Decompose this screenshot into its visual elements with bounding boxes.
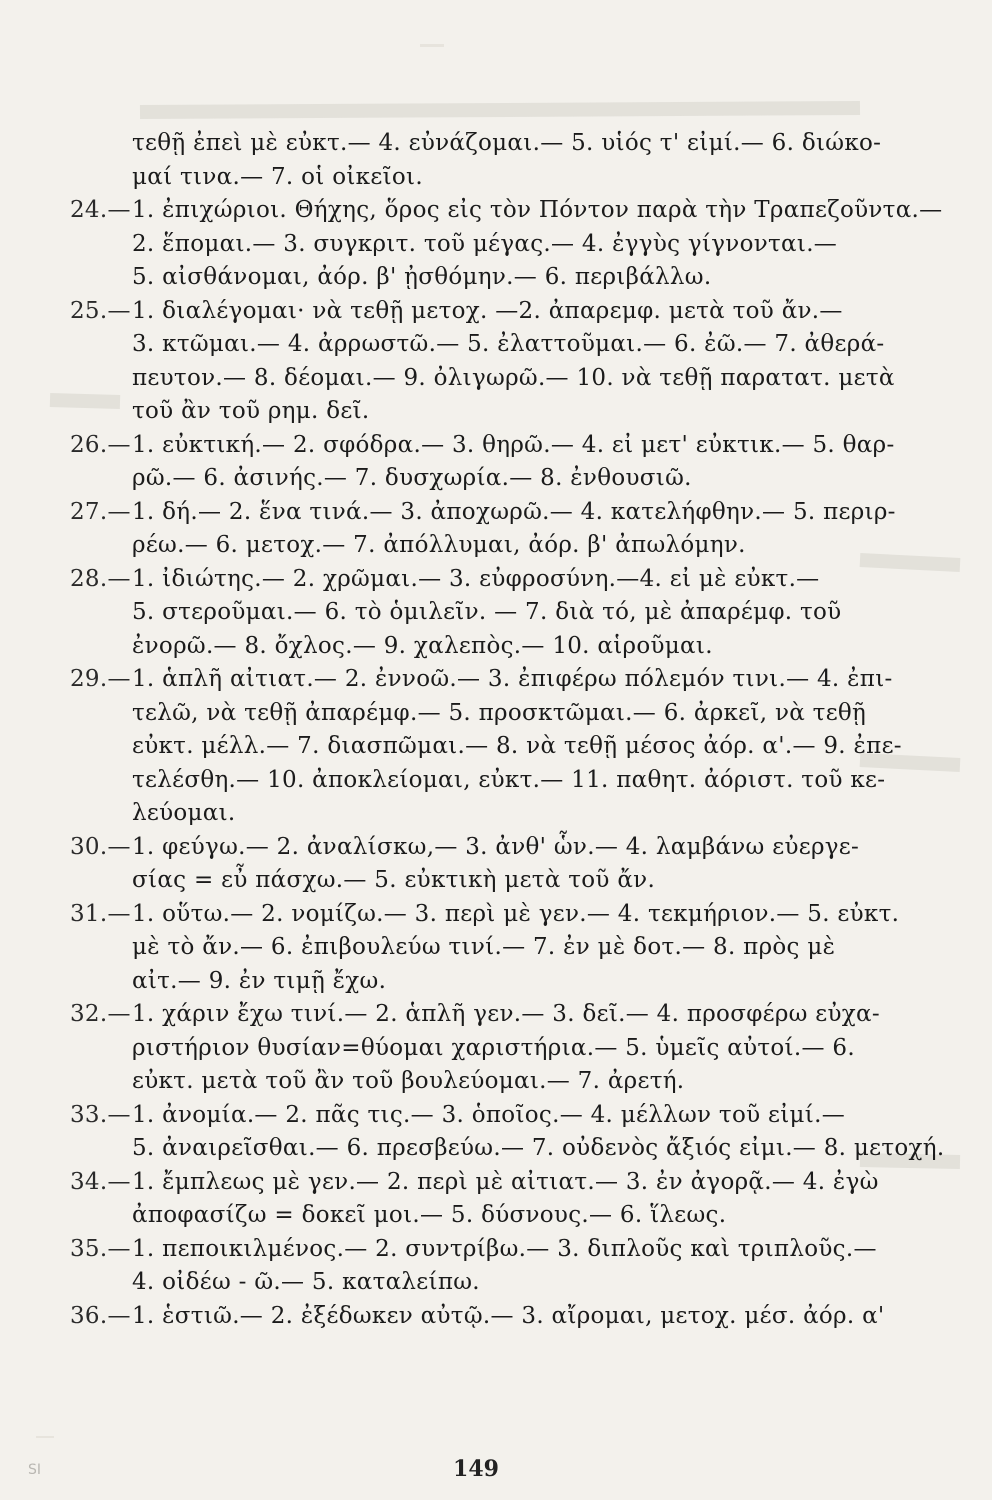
line-text: 1. ἐπιχώριοι. Θήχης, ὅρος εἰς τὸν Πόντον παρὰ τὴν Τραπεζοῦντα.— xyxy=(132,197,943,223)
line-text: ἐνορῶ.— 8. ὄχλος.— 9. χαλεπὸς.— 10. αἱροῦμαι. xyxy=(132,632,713,659)
line-text: πευτον.— 8. δέομαι.— 9. ὀλιγωρῶ.— 10. νὰ τεθῇ παρατατ. μετὰ xyxy=(132,364,895,391)
entry-number: 36.— xyxy=(70,1302,131,1329)
line-text: 1. ἁπλῆ αἰτιατ.— 2. ἐννοῶ.— 3. ἐπιφέρω πόλεμόν τινι.— 4. ἐπι- xyxy=(132,666,893,692)
entry-number: 33.— xyxy=(70,1101,131,1128)
page-number: 149 xyxy=(453,1456,499,1482)
text-line xyxy=(70,228,950,262)
line-text: 1. οὕτω.— 2. νομίζω.— 3. περὶ μὲ γεν.— 4. τεκμήριον.— 5. εὐκτ. xyxy=(132,900,900,927)
text-line xyxy=(70,898,950,932)
line-text: ρέω.— 6. μετοχ.— 7. ἀπόλλυμαι, ἀόρ. β' ἀπωλόμην. xyxy=(132,532,746,558)
text-line xyxy=(70,630,950,664)
text-line xyxy=(70,864,950,898)
text-line xyxy=(70,1233,950,1267)
text-line xyxy=(70,1300,950,1334)
line-text: τελέσθη.— 10. ἀποκλείομαι, εὐκτ.— 11. παθητ. ἀόριστ. τοῦ κε- xyxy=(132,766,886,793)
answer-key-text xyxy=(70,127,950,1333)
line-text: εὐκτ. μετὰ τοῦ ἂν τοῦ βουλεύομαι.— 7. ἀρετή. xyxy=(132,1068,685,1094)
text-line xyxy=(70,831,950,865)
text-line xyxy=(70,1166,950,1200)
line-text: 1. ἀνομία.— 2. πᾶς τις.— 3. ὁποῖος.— 4. μέλλων τοῦ εἰμί.— xyxy=(132,1101,846,1128)
line-text: τελῶ, νὰ τεθῇ ἀπαρέμφ.— 5. προσκτῶμαι.— 6. ἀρκεῖ, νὰ τεθῇ xyxy=(132,699,867,726)
text-line xyxy=(70,194,950,228)
line-text: μὲ τὸ ἄν.— 6. ἐπιβουλεύω τινί.— 7. ἐν μὲ δοτ.— 8. πρὸς μὲ xyxy=(132,934,836,960)
line-text: σίας = εὖ πάσχω.— 5. εὐκτικὴ μετὰ τοῦ ἄν. xyxy=(132,867,656,893)
entry-number: 29.— xyxy=(70,666,131,692)
line-text: 1. ἔμπλεως μὲ γεν.— 2. περὶ μὲ αἰτιατ.— 3. ἐν ἀγορᾷ.— 4. ἐγὼ xyxy=(132,1168,879,1195)
line-text: 1. χάριν ἔχω τινί.— 2. ἁπλῆ γεν.— 3. δεῖ.— 4. προσφέρω εὐχα- xyxy=(132,1001,880,1027)
entry-number: 24.— xyxy=(70,197,131,223)
line-text: 5. αἰσθάνομαι, ἀόρ. β' ᾐσθόμην.— 6. περιβάλλω. xyxy=(132,264,712,290)
text-line xyxy=(70,1099,950,1133)
line-text: ἀποφασίζω = δοκεῖ μοι.— 5. δύσνους.— 6. ἵλεως. xyxy=(132,1202,727,1228)
line-text: 5. στεροῦμαι.— 6. τὸ ὁμιλεῖν. — 7. διὰ τό, μὲ ἀπαρέμφ. τοῦ xyxy=(132,599,842,625)
text-line xyxy=(70,362,950,396)
line-text: 3. κτῶμαι.— 4. ἀρρωστῶ.— 5. ἐλαττοῦμαι.— 6. ἐῶ.— 7. ἀθερά- xyxy=(132,331,885,357)
line-text: 1. ἑστιῶ.— 2. ἐξέδωκεν αὐτῷ.— 3. αἴρομαι, μετοχ. μέσ. ἀόρ. α' xyxy=(132,1302,885,1329)
line-text: ριστήριον θυσίαν=θύομαι χαριστήρια.— 5. ὑμεῖς αὐτοί.— 6. xyxy=(132,1034,855,1061)
text-line xyxy=(70,127,950,161)
line-text: 2. ἕπομαι.— 3. συγκριτ. τοῦ μέγας.— 4. ἐγγὺς γίγνονται.— xyxy=(132,230,838,257)
line-text: 5. ἀναιρεῖσθαι.— 6. πρεσβεύω.— 7. οὐδενὸς ἄξιός εἰμι.— 8. μετοχή. xyxy=(132,1135,945,1161)
text-line xyxy=(70,261,950,295)
text-line xyxy=(70,395,950,429)
text-line xyxy=(70,697,950,731)
text-line xyxy=(70,1065,950,1099)
text-line xyxy=(70,563,950,597)
entry-number: 25.— xyxy=(70,297,131,324)
text-line xyxy=(70,663,950,697)
entry-number: 30.— xyxy=(70,833,131,860)
text-line xyxy=(70,161,950,195)
text-line xyxy=(70,797,950,831)
line-text: 1. εὐκτική.— 2. σφόδρα.— 3. θηρῶ.— 4. εἰ μετ' εὐκτικ.— 5. θαρ- xyxy=(132,431,895,458)
line-text: 1. πεποικιλμένος.— 2. συντρίβω.— 3. διπλοῦς καὶ τριπλοῦς.— xyxy=(132,1235,877,1262)
line-text: αἰτ.— 9. ἐν τιμῇ ἔχω. xyxy=(132,967,387,994)
text-line xyxy=(70,295,950,329)
line-text: λεύομαι. xyxy=(132,800,236,826)
corner-mark: SI xyxy=(28,1462,42,1478)
text-line xyxy=(70,764,950,798)
text-line xyxy=(70,596,950,630)
text-line xyxy=(70,1032,950,1066)
line-text: μαί τινα.— 7. οἱ οἰκεῖοι. xyxy=(132,163,423,190)
line-text: εὐκτ. μέλλ.— 7. διασπῶμαι.— 8. νὰ τεθῇ μέσος ἀόρ. α'.— 9. ἐπε- xyxy=(132,733,902,759)
text-line xyxy=(70,1266,950,1300)
text-line xyxy=(70,462,950,496)
line-text: ρῶ.— 6. ἀσινής.— 7. δυσχωρία.— 8. ἐνθουσιῶ. xyxy=(132,465,692,491)
entry-number: 34.— xyxy=(70,1168,131,1195)
entry-number: 31.— xyxy=(70,900,131,927)
line-text: 4. οἰδέω - ῶ.— 5. καταλείπω. xyxy=(132,1269,480,1295)
text-line xyxy=(70,1132,950,1166)
entry-number: 35.— xyxy=(70,1235,131,1262)
text-line xyxy=(70,328,950,362)
text-line xyxy=(70,1199,950,1233)
entry-number: 28.— xyxy=(70,565,131,592)
line-text: 1. ἰδιώτης.— 2. χρῶμαι.— 3. εὐφροσύνη.—4. εἰ μὲ εὐκτ.— xyxy=(132,565,820,592)
text-line xyxy=(70,496,950,530)
entry-number: 32.— xyxy=(70,1001,131,1027)
entry-number: 27.— xyxy=(70,498,131,525)
text-line xyxy=(70,529,950,563)
text-line xyxy=(70,998,950,1032)
line-text: 1. διαλέγομαι· νὰ τεθῇ μετοχ. —2. ἀπαρεμφ. μετὰ τοῦ ἄν.— xyxy=(132,297,843,324)
line-text: τοῦ ἂν τοῦ ρημ. δεῖ. xyxy=(132,398,370,424)
text-line xyxy=(70,429,950,463)
text-line xyxy=(70,730,950,764)
line-text: 1. δή.— 2. ἕνα τινά.— 3. ἀποχωρῶ.— 4. κατελήφθην.— 5. περιρ- xyxy=(132,498,896,525)
text-line xyxy=(70,965,950,999)
line-text: 1. φεύγω.— 2. ἀναλίσκω,— 3. ἀνθ' ὧν.— 4. λαμβάνω εὐεργε- xyxy=(132,833,860,860)
entry-number: 26.— xyxy=(70,431,131,458)
text-line xyxy=(70,931,950,965)
line-text: τεθῇ ἐπεὶ μὲ εὐκτ.— 4. εὐνάζομαι.— 5. υἱός τ' εἰμί.— 6. διώκο- xyxy=(132,130,882,156)
